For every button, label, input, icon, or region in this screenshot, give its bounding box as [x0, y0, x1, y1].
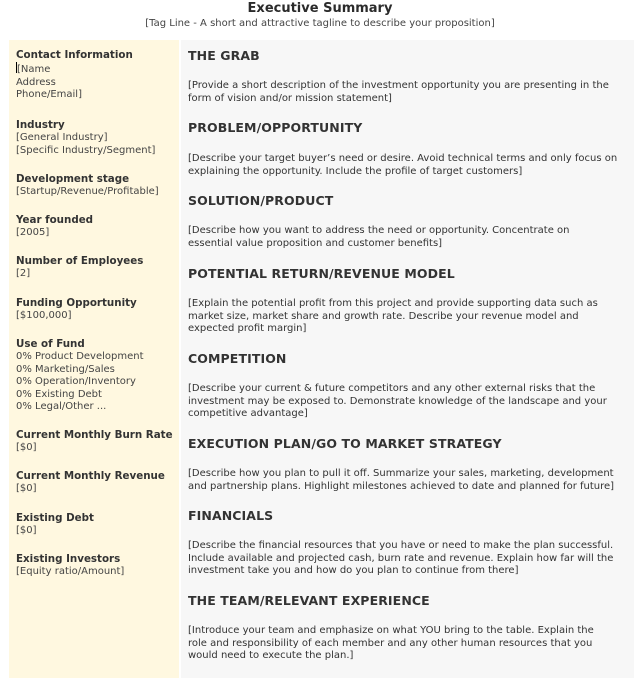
section-financials — [188, 508, 632, 578]
industry-label: Industry — [16, 119, 65, 131]
sidebar-year — [16, 214, 178, 240]
section-title: SOLUTION/PRODUCT — [188, 193, 334, 208]
debt-label: Existing Debt — [16, 512, 94, 524]
section-title: POTENTIAL RETURN/REVENUE MODEL — [188, 266, 455, 281]
revenue-label: Current Monthly Revenue — [16, 470, 165, 482]
section-body[interactable]: [Describe your target buyer’s need or desire. Avoid technical terms and only focus on explaining the opportunity. Include the profile of target customers] — [188, 153, 618, 177]
section-body[interactable]: [Describe your current & future competitors and any other external risks that the investment may be exposed to. Demonstrate knowledge of the landscape and your competitive advantage] — [188, 383, 607, 419]
sidebar-revenue — [16, 470, 178, 496]
section-execution-plan — [188, 436, 632, 493]
section-potential-return — [188, 266, 632, 336]
section-team-experience — [188, 593, 632, 663]
use-of-fund-label: Use of Fund — [16, 338, 85, 350]
use-of-fund-item[interactable]: 0% Legal/Other ... — [16, 401, 107, 413]
section-title: THE GRAB — [188, 48, 260, 63]
revenue-value[interactable]: [$0] — [16, 483, 37, 494]
year-value[interactable]: [2005] — [16, 227, 50, 238]
burn-rate-label: Current Monthly Burn Rate — [16, 429, 173, 441]
section-title: FINANCIALS — [188, 508, 274, 523]
sidebar-stage — [16, 173, 178, 199]
section-body[interactable]: [Introduce your team and emphasize on what YOU bring to the table. Explain the role and responsibility of each member and any other human resources that you would need to execute the plan.] — [188, 625, 594, 661]
sidebar-debt — [16, 512, 178, 538]
sidebar-investors — [16, 553, 178, 579]
use-of-fund-item[interactable]: 0% Marketing/Sales — [16, 363, 115, 375]
section-body[interactable]: [Describe how you want to address the need or opportunity. Concentrate on essential value proposition and customer benefits] — [188, 225, 570, 249]
year-label: Year founded — [16, 214, 94, 226]
use-of-fund-item[interactable]: 0% Product Development — [16, 351, 144, 362]
sidebar-funding — [16, 297, 178, 323]
funding-value[interactable]: [$100,000] — [16, 310, 72, 321]
section-title: EXECUTION PLAN/GO TO MARKET STRATEGY — [188, 436, 502, 451]
industry-general[interactable]: [General Industry] — [16, 132, 108, 143]
section-title: COMPETITION — [188, 351, 287, 366]
document-title: Executive Summary — [247, 1, 393, 16]
contact-address[interactable]: Address — [16, 76, 56, 88]
sidebar-employees — [16, 255, 178, 281]
section-the-grab — [188, 48, 632, 105]
burn-rate-value[interactable]: [$0] — [16, 442, 37, 453]
sidebar-contact — [16, 49, 178, 102]
use-of-fund-item[interactable]: 0% Existing Debt — [16, 388, 102, 400]
sidebar-industry — [16, 119, 178, 157]
contact-label: Contact Information — [16, 49, 133, 61]
industry-specific[interactable]: [Specific Industry/Segment] — [16, 144, 156, 156]
section-body[interactable]: [Describe how you plan to pull it off. Summarize your sales, marketing, development and partnership plans. Highlight milestones achieved to date and planned for future] — [188, 468, 615, 492]
contact-phone-email[interactable]: Phone/Email] — [16, 89, 82, 101]
sidebar-burn-rate — [16, 429, 178, 455]
section-title: THE TEAM/RELEVANT EXPERIENCE — [188, 593, 430, 608]
section-title: PROBLEM/OPPORTUNITY — [188, 120, 363, 135]
section-solution-product — [188, 193, 632, 250]
stage-value[interactable]: [Startup/Revenue/Profitable] — [16, 186, 159, 197]
debt-value[interactable]: [$0] — [16, 525, 37, 536]
employees-value[interactable]: [2] — [16, 268, 31, 279]
sidebar-use-of-fund — [16, 338, 178, 414]
investors-value[interactable]: [Equity ratio/Amount] — [16, 566, 125, 577]
section-problem-opportunity — [188, 120, 632, 178]
contact-name[interactable]: [Name — [17, 64, 51, 75]
section-competition — [188, 351, 632, 421]
stage-label: Development stage — [16, 173, 130, 185]
section-body[interactable]: [Explain the potential profit from this project and provide supporting data such as market size, market share and growth rate. Describe your revenue model and expected profit margin] — [188, 298, 598, 334]
use-of-fund-item[interactable]: 0% Operation/Inventory — [16, 376, 136, 388]
section-body[interactable]: [Describe the financial resources that you have or need to make the plan successful. Include available and projected cash, burn rate and revenue. Explain how far will the investment take you and how do you plan to continue from there] — [188, 540, 614, 576]
investors-label: Existing Investors — [16, 553, 121, 565]
employees-label: Number of Employees — [16, 255, 144, 267]
tagline: [Tag Line - A short and attractive tagline to describe your proposition] — [145, 18, 495, 29]
funding-label: Funding Opportunity — [16, 297, 137, 309]
section-body[interactable]: [Provide a short description of the investment opportunity you are presenting in the form of vision and/or mission statement] — [188, 80, 609, 104]
